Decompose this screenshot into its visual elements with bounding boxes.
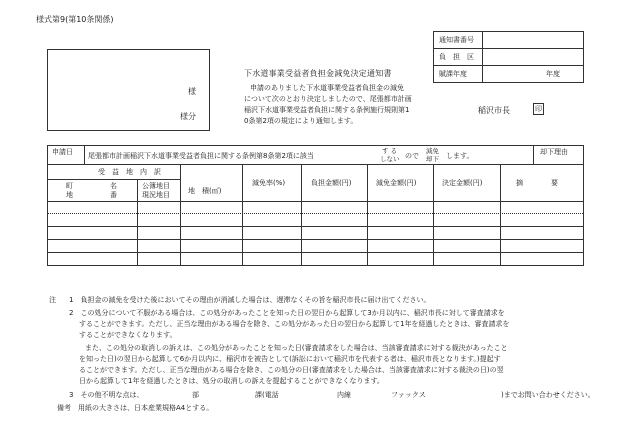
col-machi: 町 [66, 182, 73, 190]
col-ban: 番 [110, 191, 117, 199]
note-3-c: 課(電話 [255, 391, 279, 399]
decision-node: ので [405, 152, 419, 160]
col-koukyo: 公簿地目 [142, 182, 170, 190]
notice-info-table [433, 31, 584, 83]
col-chiseki: 地 積(㎡) [188, 187, 222, 195]
kyakka-option: 却下 [426, 155, 439, 163]
col-summary: 摘 要 [516, 179, 558, 187]
addressee-box [47, 49, 210, 131]
note-2-line-6: ることができます。ただし、正当な理由がある場合を除き、この処分の日(審査請求をした場合は、当該審査請求に対する裁決の日)の翌 [79, 366, 504, 374]
note-3-f: )までお問い合わせください。 [501, 391, 595, 399]
land-breakdown-table [47, 164, 584, 266]
biko: 備考 用紙の大きさは、日本産業規格A4とする。 [57, 404, 214, 412]
note-2-line-5: を知った日)の翌日から起算して6か月以内に、稲沢市を被告として(訴訟において稲沢市を代表する者は、稲沢市長となります。)提起す [79, 355, 501, 363]
document-title: 下水道事業受益者負担金減免決定通知書 [244, 69, 392, 78]
note-3-b: 部 [192, 391, 199, 399]
note-2-line-3: することができなくなります。 [79, 331, 177, 339]
form-label: 様式第9(第10条関係) [36, 15, 114, 24]
issuer-name: 稲沢市長 [478, 106, 510, 115]
body-line-1: 申請のありました下水道事業受益者負担金の減免 [250, 84, 404, 92]
note-3-e: ファックス [391, 391, 426, 399]
note-chu: 注 [49, 296, 56, 304]
note-1: 1 負担金の減免を受けた後においてその理由が消滅した場合は、遅滞なくその旨を稲沢市長に届け出てください。 [69, 296, 431, 304]
note-2-line-4: また、この処分の取消しの訴えは、この処分があったことを知った日(審査請求をした場合は、当該審査請求に対する裁決があったこと [85, 344, 508, 352]
group-header: 受 益 地 内 訳 [98, 168, 161, 176]
col-rate: 減免率(%) [252, 179, 286, 187]
decision-text: 尾張都市計画稲沢下水道事業受益者負担に関する条例第8条第2項に該当 [88, 152, 314, 160]
burden-area-label: 負 担 区 [439, 53, 474, 61]
note-3-d: 内線 [337, 391, 351, 399]
col-mei: 名 [110, 182, 117, 190]
seal-mark: 印 [535, 105, 542, 113]
col-genkyo: 現況地目 [142, 191, 170, 199]
application-date-label: 申請日 [52, 148, 73, 156]
body-line-4: 0条第2項の規定により通知します。 [244, 117, 358, 125]
addressee-sama-bun: 様分 [180, 112, 196, 121]
notice-number-label: 通知書番号 [439, 36, 474, 44]
note-2-line-2: することができます。ただし、正当な理由がある場合を除き、この処分があった日の翌日から起算して1年を経過したときは、審査請求を [79, 320, 510, 328]
levy-year-label: 賦課年度 [439, 70, 467, 78]
body-line-3: 稲沢下水道事業受益者負担に関する条例施行規則第1 [244, 106, 410, 114]
suru-option: す る [382, 147, 398, 155]
addressee-sama: 様 [188, 87, 196, 96]
col-chi: 地 [66, 191, 73, 199]
decision-end: します。 [446, 152, 474, 160]
note-2-line-1: 2 この処分について不服がある場合は、この処分があったことを知った日の翌日から起算して3か月以内に、稲沢市長に対して審査請求を [69, 309, 505, 317]
decision-row [47, 145, 584, 165]
col-amount: 負担金額(円) [311, 179, 352, 187]
rejection-reason-label: 却下理由 [540, 148, 568, 156]
levy-year-value: 年度 [546, 70, 560, 78]
note-3-a: 3 その他不明な点は、 [69, 391, 144, 399]
note-2-line-7: 日から起算して1年を経過したときは、処分の取消しの訴えを提起することができなくなります。 [79, 377, 384, 385]
col-reduction: 減免金額(円) [376, 179, 417, 187]
col-decided: 決定金額(円) [442, 179, 483, 187]
body-line-2: について次のとおり決定しましたので、尾張都市計画 [244, 95, 412, 103]
shinai-option: しない [380, 155, 400, 163]
genmen-option: 減免 [426, 147, 439, 155]
